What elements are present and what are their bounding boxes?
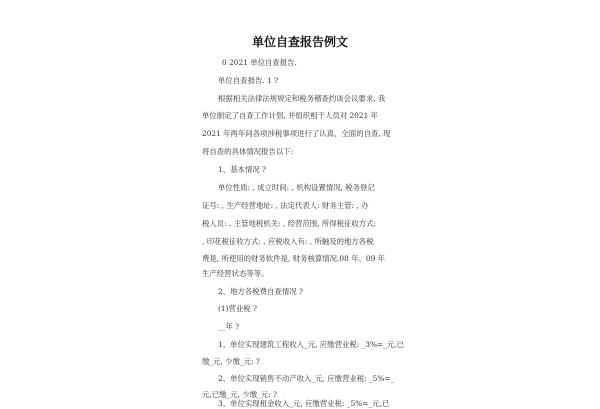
- document-title: 单位自查报告例文: [251, 35, 348, 49]
- text-line: 2、单位实现销售不动产收入_元, 应缴营业税: _5%=_: [218, 374, 395, 383]
- text-line: __年 ?: [218, 322, 240, 331]
- text-line: 单位制定了自查工作计划, 并组织相干人员对 2021 年: [202, 111, 379, 120]
- text-line: 1、单位实现建筑工程收入_元, 应缴营业税: _3%=_元,已: [218, 340, 405, 349]
- text-line: 单位性质: , 成立时间: , 机构设置情况, 税务登记: [218, 183, 375, 192]
- text-line: (1)营业税 ?: [218, 304, 257, 313]
- text-line: 3、单位实现租金收入_元, 应缴营业税: _5%=_元,已: [218, 399, 390, 408]
- text-line: 根据相关法律法规规定和税务稽查约谈会议要求, 我: [218, 94, 386, 103]
- text-line: 缴_元, 少缴_元: ?: [202, 357, 260, 366]
- text-line: 0 2021 单位自查报告.: [222, 58, 297, 67]
- text-line: 元,已缴_元, 少缴_元: ?: [202, 390, 277, 399]
- text-line: 生产经营状态等等。: [202, 269, 269, 278]
- text-line: 将自查的具体情况报告以下:: [202, 147, 294, 156]
- text-line: 证号: , 生产经营地址: , 法定代表人: 财务主管: , 办: [202, 201, 369, 210]
- text-line: 2、地方各税费自查情况 ?: [218, 287, 303, 296]
- text-line: 费是, 所使用的财务软件是, 财务核算情况.08 年、09 年: [202, 254, 386, 263]
- text-line: 2021 年两年间各项涉税事项进行了认真、全面的自查, 现: [202, 129, 391, 138]
- text-line: 单位自查报告. 1 ?: [218, 76, 279, 85]
- text-line: , 印花税征收方式: , 应税收入有: , 所触及的地方各税: [202, 237, 374, 246]
- text-line: 税人员: , 主管地税机关: , 经营范围, 所得税征收方式:: [202, 219, 377, 228]
- text-line: 1、基本情况 ?: [218, 165, 266, 174]
